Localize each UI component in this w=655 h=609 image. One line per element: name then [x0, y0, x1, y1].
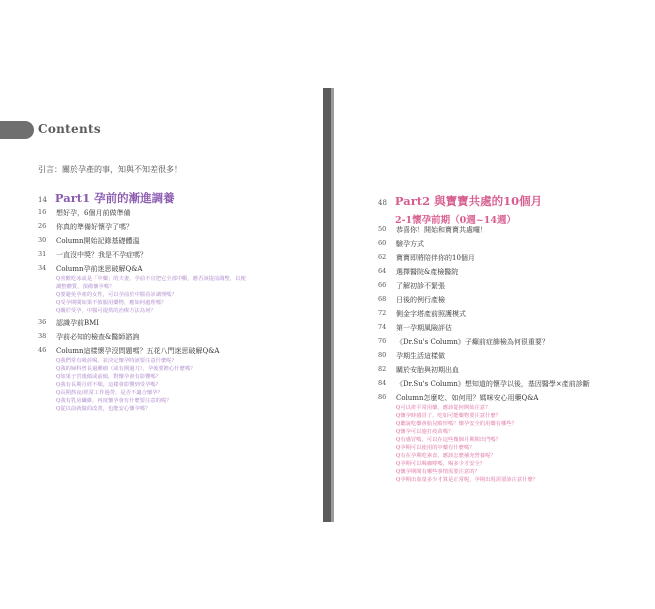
toc-note-text: Q懷孕可以施打疫苗嗎？ — [396, 429, 454, 435]
toc-entry-title: 恭喜你！開始和寶寶共處囉！ — [396, 226, 487, 234]
toc-entry-title: 側金字塔產前照護模式 — [396, 310, 466, 318]
toc-note-text: Q從以前就做的改善，也能安心懷孕嗎？ — [56, 405, 151, 412]
toc-page-number: 74 — [378, 323, 387, 331]
toc-note-text: Q我有乳房纖維，再度懷孕會有什麼要注意的呢？ — [56, 397, 172, 404]
toc-entry-title: 你真的準備好懷孕了嗎？ — [56, 223, 133, 231]
toc-note-text: Q我有長期月經不順，這樣會影響到受孕嗎？ — [56, 381, 161, 388]
toc-note-text: Q長期熬夜/經常工作過勞，是否不適合懷孕？ — [56, 389, 163, 396]
toc-entry-title: 《Dr.Su's Column》子癲前症篩檢為何很重要？ — [396, 338, 549, 346]
toc-entry-title: 孕前必知的檢查&醫師諮詢 — [56, 332, 140, 341]
toc-note-text: Q聽說吃藥會胎兒畸形嗎？懷孕安全的用藥有哪些？ — [396, 421, 517, 427]
toc-note-text: Q要避免孕產的女性，可以孕前於中醫看診調理嗎？ — [56, 292, 177, 298]
toc-page-number: 31 — [38, 250, 47, 258]
contents-tab — [0, 121, 34, 139]
part2-title: Part2 與寶寶共處的10個月 — [394, 194, 543, 208]
toc-page-number: 82 — [378, 365, 387, 373]
toc-note-text: Q我們常有吸菸喝，並決定懷孕時該要注意什麼呢？ — [56, 357, 177, 364]
toc-page-number: 26 — [38, 222, 47, 230]
toc-page-number: 80 — [378, 351, 387, 359]
toc-entry-title: 《Dr.Su's Column》想知道的懷孕以後，基因醫學×產前診斷 — [396, 380, 590, 388]
toc-page-number: 86 — [378, 393, 387, 401]
toc-entry-title: 孕期生活這樣做 — [396, 352, 445, 360]
intro-line: 引言：關於孕產的事，知與不知差很多！ — [38, 165, 182, 174]
part2-subtitle: 2-1懷孕前期（0週~14週） — [395, 215, 516, 226]
toc-note-text: Q有在孕期吃素食、應該怎麼補充營養呢？ — [396, 453, 496, 459]
toc-entry-title: 第一孕期風險評估 — [396, 324, 452, 332]
toc-entry-title: Column孕前迷思破解Q&A — [56, 265, 143, 273]
toc-note-text: Q喜歡吃冰或是「中藥」的夫妻，孕前不宜把它全部中斷，應否該提前調整，以便 — [56, 276, 246, 282]
toc-note-text: Q關於受孕，中醫可提供的治療方法為何？ — [56, 308, 156, 314]
toc-entry-title: 日後的例行產檢 — [396, 296, 445, 304]
toc-entry-title: 一直沒中獎？我是不孕症嗎？ — [56, 251, 147, 259]
book-spine-shadow — [331, 88, 334, 522]
toc-page-number: 34 — [38, 264, 47, 272]
toc-page-number: 64 — [378, 267, 387, 275]
toc-entry-title: 驗孕方式 — [396, 240, 424, 248]
toc-page-number: 50 — [378, 225, 387, 233]
toc-note-text: Q孕期可以喝咖啡嗎，喝多少才安全？ — [396, 461, 486, 467]
toc-entry-title: Column開始記錄基礎體溫 — [56, 237, 140, 245]
toc-note-text: 調整體質，預備懷孕嗎？ — [56, 284, 115, 290]
toc-entry-title: 想好孕，6個月前做準備 — [56, 209, 131, 217]
toc-entry-title: 認識孕前BMI — [56, 318, 100, 327]
toc-note-text: Q懷孕期間有哪些事情需要注意的？ — [396, 469, 480, 475]
toc-page-number: 38 — [38, 331, 47, 340]
toc-page-number: 62 — [378, 253, 387, 261]
toc-page-number: 66 — [378, 281, 387, 289]
toc-page-number: 68 — [378, 295, 387, 303]
part2-page-number: 48 — [378, 199, 387, 207]
toc-page-number: 72 — [378, 309, 387, 317]
toc-note-text: Q有感冒嗎，可以在這些幾個月期間出門嗎？ — [396, 437, 501, 443]
toc-note-text: Q如果子宮後傾或前傾，對懷孕會有影響嗎？ — [56, 373, 161, 380]
toc-entry-title: 了解初診不緊張 — [396, 282, 445, 290]
toc-entry-title: Column這樣懷孕沒問題嗎？五花八門迷思破解Q&A — [56, 346, 220, 355]
toc-note-text: Q孕期出血量多少才算是正常呢，孕期出現需要該注意什麼？ — [396, 477, 539, 483]
toc-entry-title: 關於安胎與初期出血 — [396, 366, 459, 374]
toc-note-text: Q我的婦科曾長過腫瘤（或有開過刀），孕後要擔心什麼嗎？ — [56, 365, 196, 372]
toc-page-number: 76 — [378, 337, 387, 345]
toc-note-text: Q可以產平常用藥，應該從何開始注意？ — [396, 405, 491, 411]
toc-entry-title: 選擇醫院&產檢醫院 — [396, 268, 459, 276]
toc-note-text: Q孕期可以使用的中藥有什麼嗎？ — [396, 445, 475, 451]
toc-page-number: 36 — [38, 317, 47, 326]
toc-page-number: 84 — [378, 379, 387, 387]
contents-title: Contents — [38, 122, 101, 136]
toc-entry-title: 寶寶即將陪伴你的10個月 — [396, 254, 475, 262]
book-spine — [323, 88, 331, 522]
part1-title: Part1 孕前的漸進調養 — [54, 191, 175, 205]
toc-page-number: 46 — [38, 345, 47, 354]
toc-page-number: 30 — [38, 236, 47, 244]
part2-heading[interactable] — [378, 193, 542, 209]
toc-entry-title: Column怎麼吃、如何用？媽咪安心用藥Q&A — [396, 394, 539, 402]
toc-note-text: Q懷孕時感冒了，吃如可能藥物要注意什麼？ — [396, 413, 501, 419]
part1-page-number: 14 — [38, 196, 47, 204]
toc-page-number: 60 — [378, 239, 387, 247]
toc-page-number: 16 — [38, 208, 47, 216]
part1-heading[interactable] — [38, 190, 175, 206]
toc-note-text: Q受孕期間如果不慎服用藥物，應如何處理嗎？ — [56, 300, 167, 306]
